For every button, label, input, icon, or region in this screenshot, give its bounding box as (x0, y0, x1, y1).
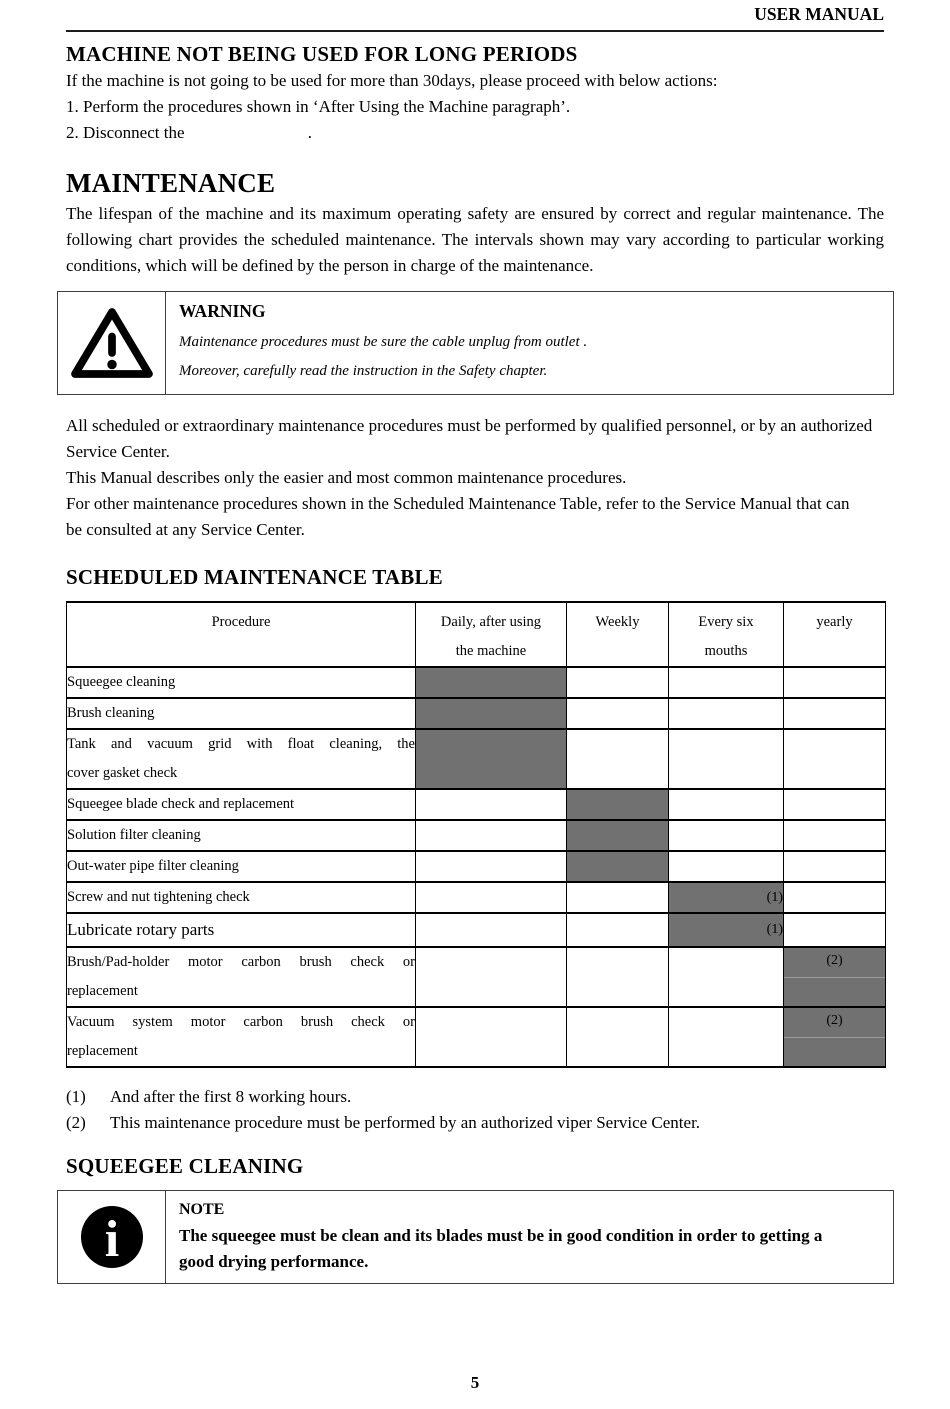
procedure-cell: Squeegee blade check and replacement (67, 789, 416, 820)
warning-line-1: Maintenance procedures must be sure the cable unplug from outlet . (179, 334, 588, 350)
daily-cell (416, 947, 567, 1007)
table-row (67, 820, 886, 851)
six-mouths-cell (669, 947, 784, 1007)
procedure-cell: Brush cleaning (67, 698, 416, 729)
procedure-cell: Vacuum system motor carbon brush check or replacement (67, 1007, 416, 1067)
daily-cell (416, 729, 567, 789)
long-periods-heading: MACHINE NOT BEING USED FOR LONG PERIODS (66, 42, 578, 66)
table-row (67, 667, 886, 698)
table-row (67, 789, 886, 820)
six-mouths-cell (669, 789, 784, 820)
table-row (67, 947, 886, 1007)
daily-cell (416, 789, 567, 820)
warning-text-cell (166, 292, 893, 394)
warning-box (57, 291, 894, 395)
six-mouths-cell (669, 729, 784, 789)
column-header-daily: Daily, after using the machine (416, 602, 567, 667)
yearly-cell (784, 913, 886, 947)
yearly-cell (784, 789, 886, 820)
yearly-cell: (2) (784, 1007, 886, 1067)
column-header-yearly: yearly (784, 602, 886, 667)
weekly-cell (567, 820, 669, 851)
scheduled-maintenance-table (66, 601, 886, 1068)
six-mouths-cell (669, 667, 784, 698)
footnote-1 (66, 1084, 884, 1110)
note-icon-cell (58, 1191, 166, 1283)
page-number: 5 (470, 1373, 480, 1392)
warning-triangle-icon (69, 306, 155, 380)
yearly-cell: (2) (784, 947, 886, 1007)
six-mouths-cell (669, 851, 784, 882)
info-circle-icon (79, 1204, 145, 1270)
svg-text:i: i (104, 1211, 119, 1268)
warning-line-2: Moreover, carefully read the instruction in the Safety chapter. (179, 363, 548, 379)
yearly-cell (784, 820, 886, 851)
footnote-text: And after the first 8 working hours. (110, 1087, 352, 1106)
procedure-cell: Lubricate rotary parts (67, 913, 416, 947)
six-mouths-cell: (1) (669, 882, 784, 913)
after-warning-paragraph-2: This Manual describes only the easier and most common maintenance procedures. (66, 468, 627, 487)
footnote-2 (66, 1110, 884, 1136)
procedure-cell: Tank and vacuum grid with float cleaning, the cover gasket check (67, 729, 416, 789)
maintenance-heading: MAINTENANCE (66, 168, 276, 198)
scheduled-table-heading: SCHEDULED MAINTENANCE TABLE (66, 565, 443, 589)
column-header-every-six-mouths: Every six mouths (669, 602, 784, 667)
table-row (67, 851, 886, 882)
warning-title: WARNING (179, 301, 266, 321)
yearly-cell (784, 729, 886, 789)
weekly-cell (567, 1007, 669, 1067)
footnotes (66, 1084, 884, 1136)
yearly-cell (784, 698, 886, 729)
warning-icon-cell (58, 292, 166, 394)
note-body: The squeegee must be clean and its blades must be in good condition in order to getting a good drying performance. (179, 1226, 823, 1271)
table-row (67, 913, 886, 947)
long-periods-intro: If the machine is not going to be used for more than 30days, please proceed with below actions: (66, 71, 718, 90)
table-header-row (67, 602, 886, 667)
table-row (67, 698, 886, 729)
weekly-cell (567, 882, 669, 913)
table-row (67, 1007, 886, 1067)
six-mouths-cell (669, 698, 784, 729)
long-periods-item-1: 1. Perform the procedures shown in ‘After Using the Machine paragraph’. (66, 97, 571, 116)
six-mouths-cell (669, 1007, 784, 1067)
procedure-cell: Solution filter cleaning (67, 820, 416, 851)
maintenance-body: The lifespan of the machine and its maximum operating safety are ensured by correct and regular maintenance. The following chart provides the scheduled maintenance. The intervals shown may vary according to particular working conditions, which will be defined by the person in charge of the maintenance. (66, 204, 884, 275)
note-text-cell (166, 1191, 893, 1283)
table-row (67, 729, 886, 789)
six-mouths-cell (669, 820, 784, 851)
daily-cell (416, 913, 567, 947)
long-periods-item-2: 2. Disconnect the . (66, 123, 312, 142)
weekly-cell (567, 851, 669, 882)
column-header-weekly: Weekly (567, 602, 669, 667)
squeegee-heading: SQUEEGEE CLEANING (66, 1154, 304, 1178)
weekly-cell (567, 947, 669, 1007)
daily-cell (416, 851, 567, 882)
daily-cell (416, 1007, 567, 1067)
weekly-cell (567, 667, 669, 698)
weekly-cell (567, 698, 669, 729)
weekly-cell (567, 789, 669, 820)
weekly-cell (567, 729, 669, 789)
note-title: NOTE (179, 1201, 225, 1218)
six-mouths-cell: (1) (669, 913, 784, 947)
yearly-cell (784, 851, 886, 882)
after-warning-paragraph-1: All scheduled or extraordinary maintenance procedures must be performed by qualified personnel, or by an authorized Service Center. (66, 416, 873, 461)
yearly-cell (784, 882, 886, 913)
daily-cell (416, 820, 567, 851)
daily-cell (416, 698, 567, 729)
footnote-text: This maintenance procedure must be performed by an authorized viper Service Center. (110, 1113, 701, 1132)
note-box (57, 1190, 894, 1284)
weekly-cell (567, 913, 669, 947)
procedure-cell: Squeegee cleaning (67, 667, 416, 698)
procedure-cell: Screw and nut tightening check (67, 882, 416, 913)
footnote-number: (2) (66, 1113, 86, 1132)
column-header-procedure: Procedure (67, 602, 416, 667)
table-row (67, 882, 886, 913)
yearly-cell (784, 667, 886, 698)
page-title: USER MANUAL (66, 3, 884, 32)
after-warning-paragraph-3: For other maintenance procedures shown in the Scheduled Maintenance Table, refer to the Service Manual that can be consulted at any Service Center. (66, 494, 850, 539)
procedure-cell: Brush/Pad-holder motor carbon brush check or replacement (67, 947, 416, 1007)
procedure-cell: Out-water pipe filter cleaning (67, 851, 416, 882)
daily-cell (416, 882, 567, 913)
daily-cell (416, 667, 567, 698)
footnote-number: (1) (66, 1087, 86, 1106)
